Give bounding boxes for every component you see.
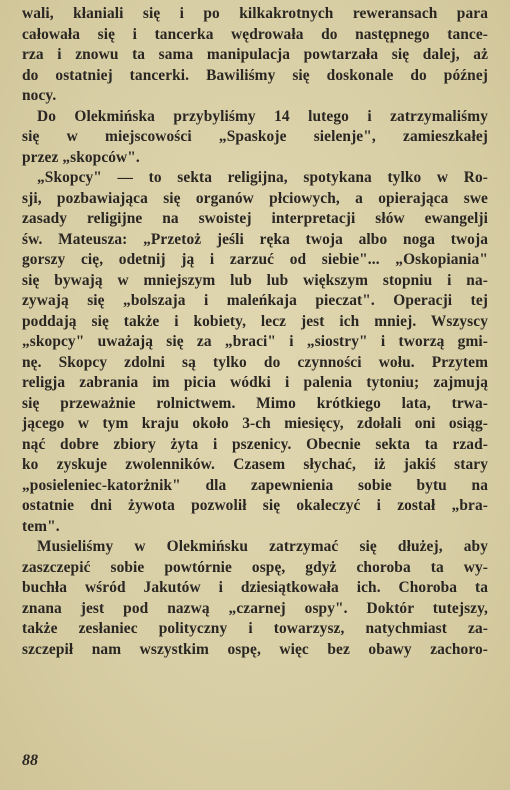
text-line: zywają się „bolszaja i maleńkaja pieczat". Operacji tej	[22, 292, 488, 309]
text-line: wali, kłaniali się i po kilkakrotnych reweransach para	[22, 5, 488, 22]
text-line: „skopcy" uważają się za „braci" i „siostry" i tworzą gmi-	[22, 333, 488, 350]
text-line: zaszczepić sobie powtórnie ospę, gdyż choroba ta wy-	[22, 558, 488, 576]
text-line: ko zyskuje zwolenników. Czasem słychać, iż jakiś stary	[22, 456, 488, 473]
text-line: znana jest pod nazwą „czarnej ospy". Doktór tutejszy,	[22, 599, 488, 617]
text-line: buchła wśród Jakutów i dziesiątkowała ich. Choroba ta	[22, 579, 488, 596]
text-line: „posieleniec-katorżnik" dla zapewnienia sobie bytu na	[22, 476, 488, 494]
text-line: religja zabrania im picia wódki i palenia tytoniu; zajmują	[22, 374, 488, 391]
text-line: się bywają w mniejszym lub lub większym stopniu i na-	[22, 271, 488, 289]
text-line: tem".	[22, 517, 60, 535]
text-line: jącego w tym kraju około 3-ch miesięcy, zdołali oni osiąg-	[22, 415, 488, 432]
text-line: gorszy cię, odetnij ją i zarzuć od siebie"... „Oskopiania"	[22, 251, 488, 268]
text-line: nąć dobre zbiory żyta i pszenicy. Obecnie sekta ta rzad-	[22, 435, 488, 453]
text-line: się przeważnie rolnictwem. Mimo krótkiego lata, trwa-	[22, 394, 488, 412]
body-text	[22, 4, 488, 660]
text-line: nocy.	[22, 87, 57, 104]
paragraph-3	[22, 168, 488, 537]
text-line: „Skopcy" — to sekta religijna, spotykana tylko w Ro-	[37, 169, 488, 186]
text-line: Musieliśmy w Olekmińsku zatrzymać się dłużej, aby	[37, 538, 488, 555]
page-number: 88	[22, 752, 38, 769]
text-line: się w miejscowości „Spaskoje sielenje", zamieszkałej	[22, 128, 488, 145]
paragraph-4	[22, 537, 488, 660]
text-line: szczepił nam wszystkim ospę, więc bez obawy zachoro-	[22, 640, 488, 658]
text-line: ostatnie dni żywota pozwolił się okaleczyć i został „bra-	[22, 497, 488, 514]
text-line: także zesłaniec polityczny i towarzysz, natychmiast za-	[22, 620, 488, 637]
text-line: do ostatniej tancerki. Bawiliśmy się doskonale do późnej	[22, 66, 488, 84]
text-line: nę. Skopcy zdolni są tylko do czynności wołu. Przytem	[22, 353, 488, 371]
text-line: sji, pozbawiająca się organów płciowych, a opierająca swe	[22, 189, 488, 207]
text-line: Do Olekmińska przybyliśmy 14 lutego i zatrzymaliśmy	[37, 107, 488, 125]
text-line: przez „skopców".	[22, 148, 140, 166]
text-line: św. Mateusza: „Przetoż jeśli ręka twoja albo noga twoja	[22, 230, 488, 248]
text-line: zasady religijne na swoistej interpretacji słów ewangelji	[22, 210, 488, 227]
text-line: poddają się także i kobiety, lecz jest ich mniej. Wszyscy	[22, 312, 488, 330]
paragraph-2	[22, 107, 488, 169]
text-line: rza i znowu ta sama manipulacja powtarzała się dalej, aż	[22, 46, 488, 63]
text-line: całowała się i tancerka wędrowała do następnego tance-	[22, 25, 488, 43]
paragraph-1	[22, 4, 488, 107]
